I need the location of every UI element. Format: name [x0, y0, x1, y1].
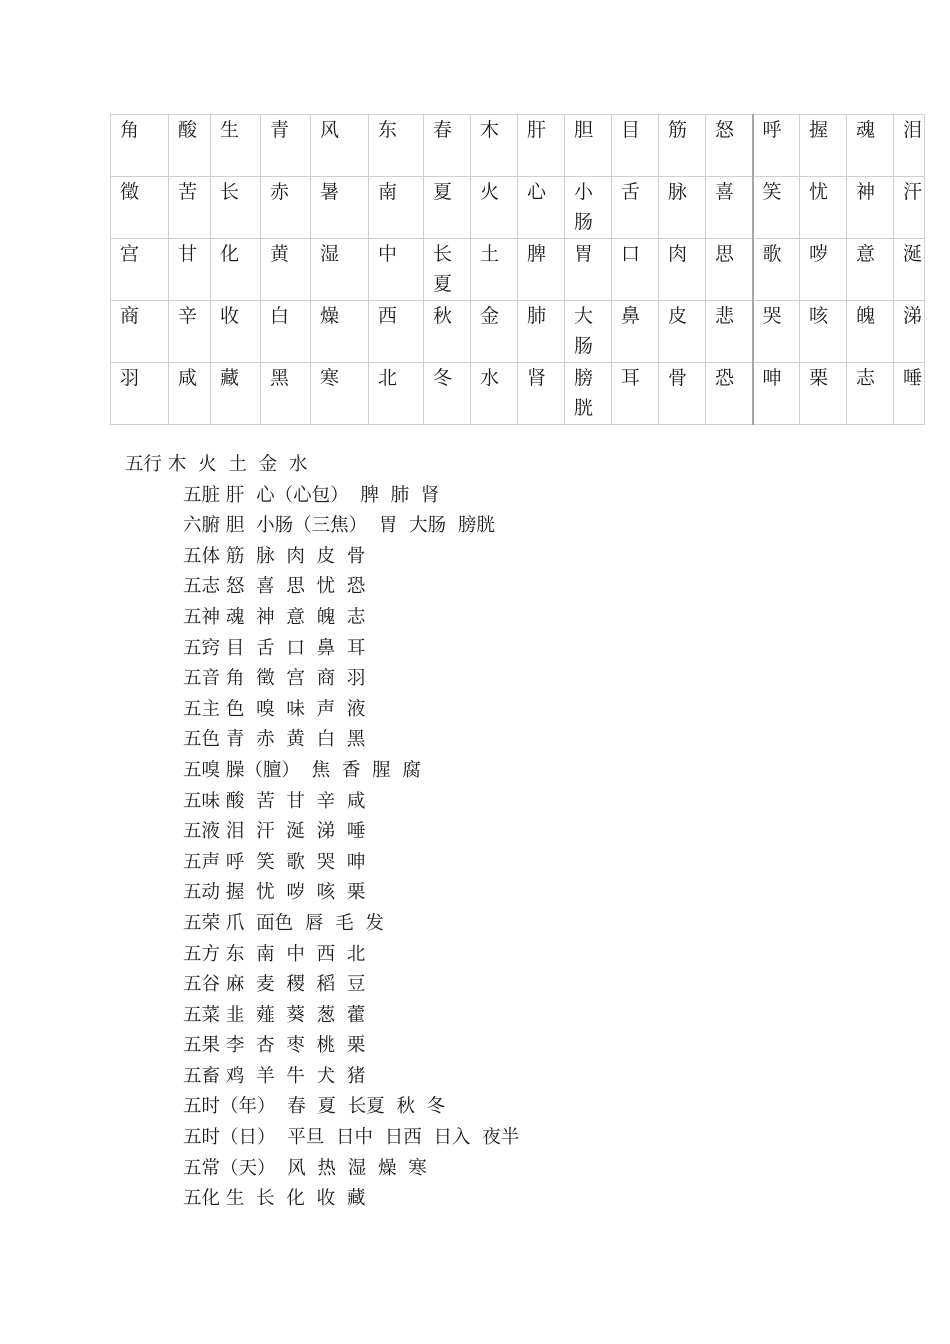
list-item: 五声 呼 笑 歌 哭 呻	[183, 851, 366, 873]
table-cell: 栗	[800, 363, 847, 425]
table-cell: 辛	[169, 301, 211, 363]
list-item: 五方 东 南 中 西 北	[183, 943, 366, 965]
list-item: 五化 生 长 化 收 藏	[183, 1188, 366, 1210]
table-cell: 白	[261, 301, 311, 363]
table-row	[111, 239, 925, 301]
table-cell: 角	[111, 115, 169, 177]
list-item: 五常（天） 风 热 湿 燥 寒	[183, 1157, 427, 1179]
table-cell: 商	[111, 301, 169, 363]
table-cell: 咸	[169, 363, 211, 425]
table-cell: 冬	[424, 363, 471, 425]
table-cell: 涎	[894, 239, 925, 301]
table-cell: 喜	[706, 177, 753, 239]
table-cell: 骨	[659, 363, 706, 425]
table-cell: 金	[471, 301, 518, 363]
list-heading: 五行 木 火 土 金 水	[125, 454, 308, 475]
table-body	[111, 115, 925, 425]
table-cell: 口	[612, 239, 659, 301]
table-cell: 握	[800, 115, 847, 177]
table-cell: 志	[847, 363, 894, 425]
table-cell: 魄	[847, 301, 894, 363]
table-cell: 胆	[565, 115, 612, 177]
list-item: 五动 握 忧 哕 咳 栗	[183, 882, 366, 904]
table-cell: 寒	[311, 363, 369, 425]
table-cell: 酸	[169, 115, 211, 177]
table-cell: 生	[211, 115, 261, 177]
table-cell: 木	[471, 115, 518, 177]
table-cell: 哕	[800, 239, 847, 301]
table-cell: 宫	[111, 239, 169, 301]
table-cell: 藏	[211, 363, 261, 425]
table-cell: 皮	[659, 301, 706, 363]
table-cell: 汗	[894, 177, 925, 239]
table-cell: 脾	[518, 239, 565, 301]
table-cell: 恐	[706, 363, 753, 425]
table-cell: 长	[211, 177, 261, 239]
table-row	[111, 115, 925, 177]
table-row	[111, 177, 925, 239]
list-item: 五色 青 赤 黄 白 黑	[183, 729, 366, 751]
table-cell: 夏	[424, 177, 471, 239]
list-item: 五菜 韭 薤 葵 葱 藿	[183, 1004, 366, 1026]
table-cell: 呼	[753, 115, 800, 177]
correspondence-list	[125, 450, 519, 1215]
table-cell: 羽	[111, 363, 169, 425]
table-cell: 目	[612, 115, 659, 177]
table-cell: 黑	[261, 363, 311, 425]
table-cell: 泪	[894, 115, 925, 177]
table-cell: 黄	[261, 239, 311, 301]
table-cell: 笑	[753, 177, 800, 239]
table-cell: 舌	[612, 177, 659, 239]
table-cell: 肉	[659, 239, 706, 301]
table-cell: 悲	[706, 301, 753, 363]
table-cell: 意	[847, 239, 894, 301]
list-item: 五时（日） 平旦 日中 日西 日入 夜半	[183, 1127, 520, 1149]
five-elements-table	[110, 114, 925, 425]
list-item: 五志 怒 喜 思 忧 恐	[183, 576, 366, 598]
table-cell: 耳	[612, 363, 659, 425]
table-cell: 心	[518, 177, 565, 239]
table-cell: 土	[471, 239, 518, 301]
list-item: 五果 李 杏 枣 桃 栗	[183, 1035, 366, 1057]
table-cell: 大 肠	[565, 301, 612, 363]
table-row	[111, 301, 925, 363]
table-cell: 魂	[847, 115, 894, 177]
table-cell: 徵	[111, 177, 169, 239]
list-item: 五窍 目 舌 口 鼻 耳	[183, 637, 366, 659]
list-item: 五谷 麻 麦 稷 稻 豆	[183, 974, 366, 996]
list-item: 五主 色 嗅 味 声 液	[183, 698, 366, 720]
table-cell: 暑	[311, 177, 369, 239]
list-item: 六腑 胆 小肠（三焦） 胃 大肠 膀胱	[183, 515, 495, 537]
table-cell: 呻	[753, 363, 800, 425]
table-cell: 春	[424, 115, 471, 177]
table-cell: 涕	[894, 301, 925, 363]
table-cell: 青	[261, 115, 311, 177]
table-cell: 鼻	[612, 301, 659, 363]
table-cell: 燥	[311, 301, 369, 363]
table-cell: 北	[369, 363, 424, 425]
table-cell: 中	[369, 239, 424, 301]
table-cell: 膀 胱	[565, 363, 612, 425]
table-cell: 神	[847, 177, 894, 239]
table-cell: 胃	[565, 239, 612, 301]
list-item: 五畜 鸡 羊 牛 犬 猪	[183, 1065, 366, 1087]
table-cell: 苦	[169, 177, 211, 239]
table-cell: 歌	[753, 239, 800, 301]
table-cell: 湿	[311, 239, 369, 301]
table-cell: 哭	[753, 301, 800, 363]
list-item: 五嗅 臊（膻） 焦 香 腥 腐	[183, 759, 421, 781]
table-cell: 收	[211, 301, 261, 363]
list-item: 五神 魂 神 意 魄 志	[183, 606, 366, 628]
table-cell: 肺	[518, 301, 565, 363]
table-cell: 长 夏	[424, 239, 471, 301]
table-cell: 东	[369, 115, 424, 177]
table-cell: 肾	[518, 363, 565, 425]
table-cell: 化	[211, 239, 261, 301]
table-cell: 怒	[706, 115, 753, 177]
table-row	[111, 363, 925, 425]
list-item: 五时（年） 春 夏 长夏 秋 冬	[183, 1096, 446, 1118]
table-cell: 西	[369, 301, 424, 363]
table-cell: 咳	[800, 301, 847, 363]
table-cell: 赤	[261, 177, 311, 239]
table-cell: 风	[311, 115, 369, 177]
list-item: 五脏 肝 心（心包） 脾 肺 肾	[183, 484, 440, 506]
list-item: 五味 酸 苦 甘 辛 咸	[183, 790, 366, 812]
table-cell: 思	[706, 239, 753, 301]
table-cell: 脉	[659, 177, 706, 239]
list-item: 五音 角 徵 宫 商 羽	[183, 668, 366, 690]
table-cell: 南	[369, 177, 424, 239]
table-cell: 小 肠	[565, 177, 612, 239]
table-cell: 秋	[424, 301, 471, 363]
table-cell: 唾	[894, 363, 925, 425]
table-cell: 筋	[659, 115, 706, 177]
table-cell: 忧	[800, 177, 847, 239]
table-cell: 火	[471, 177, 518, 239]
list-item: 五体 筋 脉 肉 皮 骨	[183, 545, 366, 567]
table-cell: 肝	[518, 115, 565, 177]
table-cell: 水	[471, 363, 518, 425]
table-cell: 甘	[169, 239, 211, 301]
list-item: 五荣 爪 面色 唇 毛 发	[183, 912, 384, 934]
list-item: 五液 泪 汗 涎 涕 唾	[183, 821, 366, 843]
